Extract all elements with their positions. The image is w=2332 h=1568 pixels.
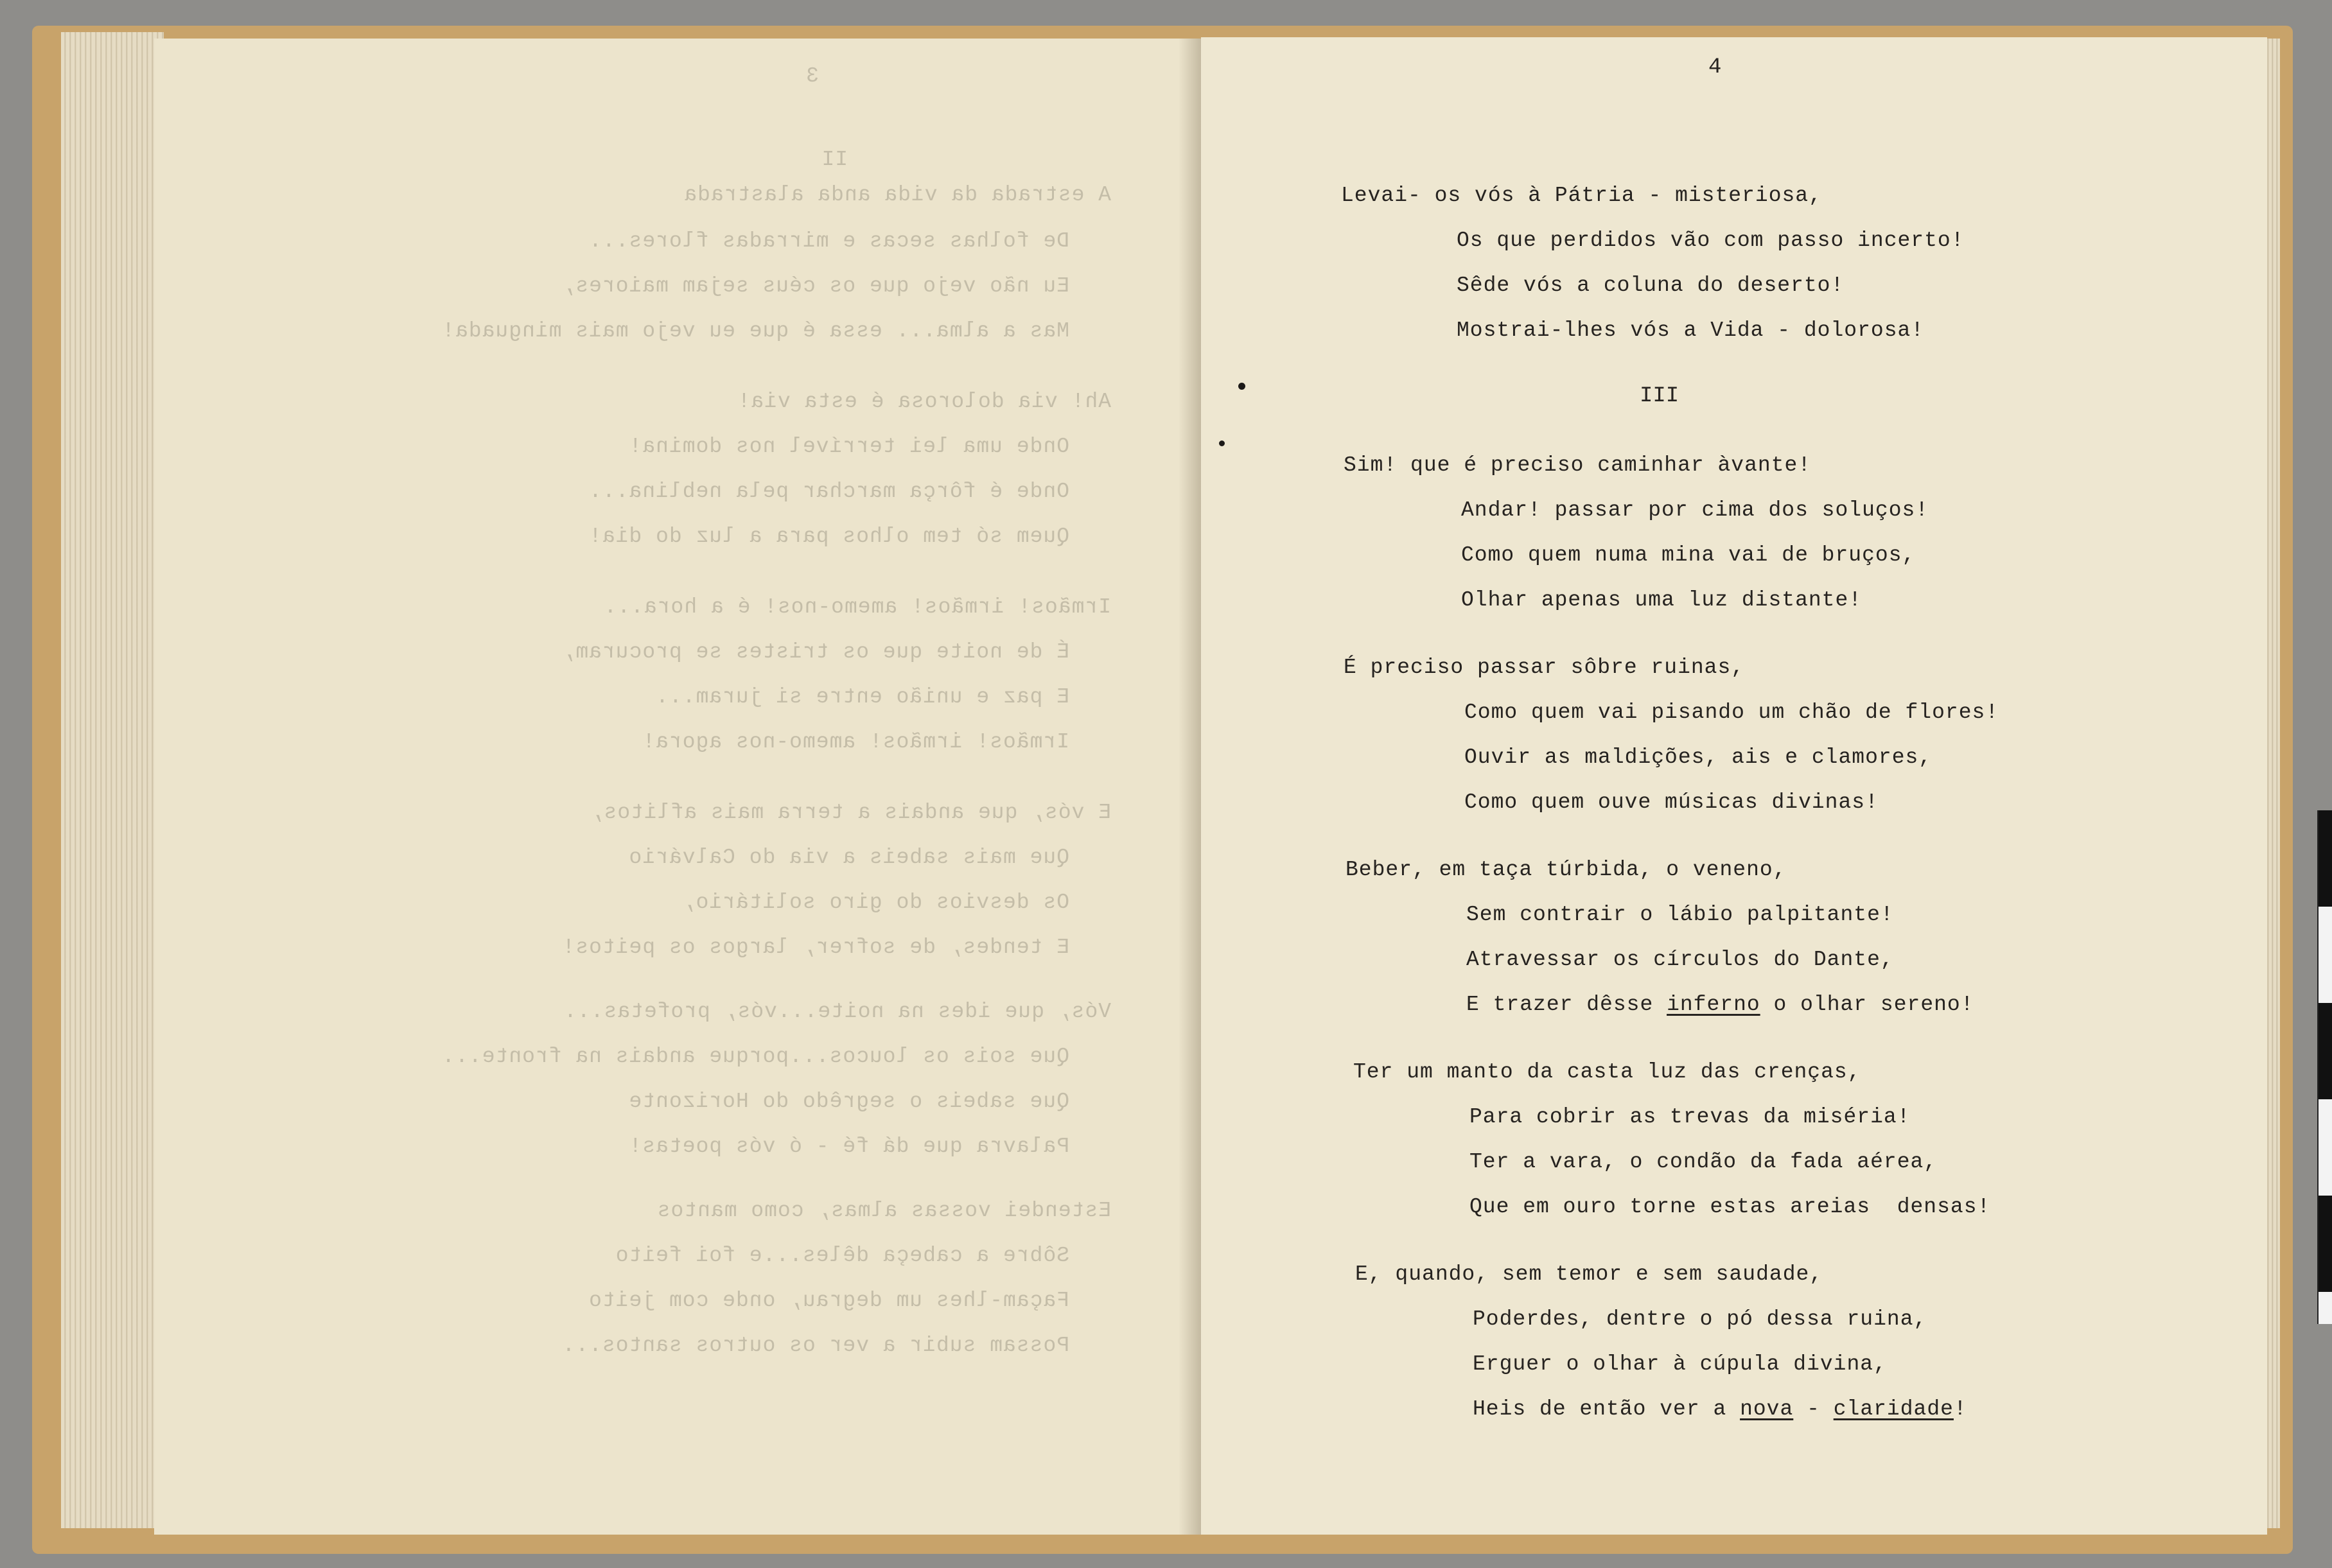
underlined-word: nova [1740,1397,1794,1421]
verse-line: Erguer o olhar à cúpula divina, [1473,1352,1887,1376]
verse-line: Olhar apenas uma luz distante! [1461,588,1863,612]
ink-spot [1219,440,1225,446]
verse-line: Poderdes, dentre o pó dessa ruina, [1473,1307,1927,1331]
verse-line: Sêde vós a coluna do deserto! [1457,274,1845,297]
verse-line: Como quem vai pisando um chão de flores! [1464,701,1999,724]
page-number: 4 [1708,55,1722,80]
underlined-word: inferno [1667,993,1760,1016]
verse-line: Ouvir as maldições, ais e clamores, [1464,745,1933,769]
verse-line: Ter um manto da casta luz das crenças, [1353,1060,1861,1084]
verse-text: E trazer dêsse [1466,993,1667,1016]
underlined-word: claridade [1833,1397,1954,1421]
verse-line: Que em ouro torne estas areias densas! [1469,1195,1991,1219]
verse-line [1466,993,1974,1016]
verse-text: - [1793,1397,1834,1421]
verse-line: Como quem ouve músicas divinas! [1464,790,1879,814]
verse-line: Levai- os vós à Pátria - misteriosa, [1341,184,1822,207]
show-through-text: 3 II A estrada da vida anda alastrada De folhas secas e mirradas flores... Eu não vejo que os céus sejam maiores, Mas a alma... essa é que eu vejo mais minguada! Ah! via dolorosa é esta via! Onde uma lei terrível nos domina! Onde é fôrça marchar pela neblina... Quem só tem olhos para a luz do dia! Irmãos! irmãos! amemo-nos! é a hora... É de noite que os tristes se procuram, E paz e união entre si juram... Irmãos! irmãos! amemo-nos agora! E vós, que andais a terra mais aflitos, Que mais sabeis a via do Calvário Os desvios do giro solitário, E tendes, de sofrer, largos os peitos! Vós, que ides na noite...vós, profetas... Que sois os loucos...porque andais na fronte... Que sabeis o segrêdo do Horizonte Palavra que dá fé - ó vós poetas! Estendei vossas almas, como mantos Sôbre a cabeça dêles...e foi feito Façam-lhes um degrau, onde com jeito Possam subir a ver os outros santos... [441,64,1111,1357]
verse-text: o olhar sereno! [1760,993,1974,1016]
section-heading: III [1640,384,1679,408]
verse-line: Como quem numa mina vai de bruços, [1461,543,1916,567]
verse-line: Ter a vara, o condão da fada aérea, [1469,1150,1938,1174]
verse-line: Sem contrair o lábio palpitante! [1466,903,1894,927]
verse-line: Sim! que é preciso caminhar àvante! [1344,453,1812,477]
ink-spot [1238,383,1245,390]
verse-line: Beber, em taça túrbida, o veneno, [1346,858,1787,882]
left-page [154,39,1207,1535]
verse-line: Andar! passar por cima dos soluços! [1461,498,1929,522]
verse-line: Atravessar os círculos do Dante, [1466,948,1894,971]
scale-ruler [2317,810,2332,1324]
verse-line [1473,1397,1967,1421]
verse-line: E, quando, sem temor e sem saudade, [1355,1262,1823,1286]
verse-line: Os que perdidos vão com passo incerto! [1457,229,1965,252]
verse-text: ! [1953,1397,1967,1421]
verse-text: Heis de então ver a [1473,1397,1740,1421]
verse-line: É preciso passar sôbre ruinas, [1344,656,1745,679]
verse-line: Para cobrir as trevas da miséria! [1469,1105,1911,1129]
right-page [1201,37,2267,1535]
left-page-edges [61,32,164,1528]
verse-line: Mostrai-lhes vós a Vida - dolorosa! [1457,318,1925,342]
